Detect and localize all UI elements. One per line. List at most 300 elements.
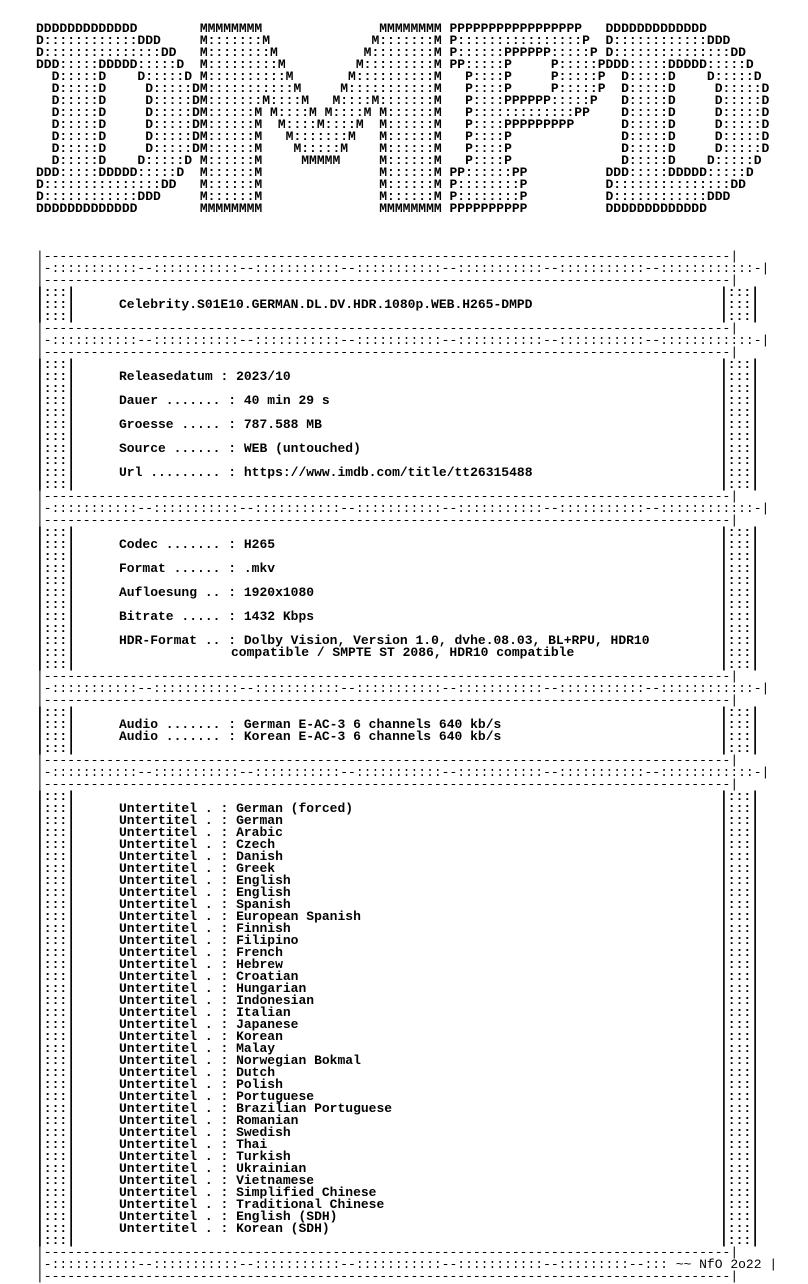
field-key: Audio ....... — [119, 729, 221, 744]
field-key: Codec ....... — [119, 537, 221, 552]
frame-edge: |:::| — [720, 357, 760, 372]
subtitle-label: Untertitel . — [119, 945, 213, 960]
field-separator: : — [220, 369, 229, 384]
video-content — [119, 527, 719, 659]
frame-edge: |:::| — [36, 309, 76, 324]
frame-edge: |:::| — [720, 537, 760, 552]
subtitle-language: English — [236, 873, 291, 888]
frame-edge: |:::| — [720, 945, 760, 960]
field-separator: : — [228, 465, 237, 480]
subtitle-label: Untertitel . — [119, 993, 213, 1008]
subtitle-separator: : — [220, 1185, 229, 1200]
subtitle-separator: : — [220, 1209, 229, 1224]
frame-edge: |:::| — [720, 837, 760, 852]
video-field-continued — [119, 647, 719, 659]
frame-edge: |:::| — [36, 477, 76, 492]
border-divider: |-:::::::::::--:::::::::::--:::::::::::--:::::::::::--:::::::::::--:::::::::::--::::::::::::-| — [36, 501, 770, 516]
frame-edge: |:::| — [36, 1005, 76, 1020]
subtitle-label: Untertitel . — [119, 957, 213, 972]
subtitle-language: Finnish — [236, 921, 291, 936]
field-key: Audio ....... — [119, 717, 221, 732]
subtitle-label: Untertitel . — [119, 909, 213, 924]
subtitle-language: Croatian — [236, 969, 299, 984]
frame-edge: |:::| — [720, 381, 760, 396]
frame-edge: |:::| — [720, 1221, 760, 1236]
frame-edge: |:::| — [36, 537, 76, 552]
footer-divider: |-:::::::::::--:::::::::::--:::::::::::--:::::::::::--:::::::::::--:::::::::--::: ~~ NfO 2o22 | — [36, 1257, 778, 1272]
frame-edge: |:::| — [720, 1209, 760, 1224]
frame-edge: |:::| — [720, 861, 760, 876]
field-separator: : — [228, 537, 237, 552]
field-separator: : — [228, 633, 237, 648]
field-key: Url ......... — [119, 465, 221, 480]
subtitle-language: Italian — [236, 1005, 291, 1020]
frame-edge: |:::| — [720, 453, 760, 468]
subtitle-language: Malay — [236, 1041, 276, 1056]
frame-edge: |:::| — [36, 849, 76, 864]
subtitle-label: Untertitel . — [119, 861, 213, 876]
video-field — [119, 611, 719, 623]
subtitle-language: Brazilian Portuguese — [236, 1101, 393, 1116]
frame-edge: |:::| — [720, 1005, 760, 1020]
field-key: Source ...... — [119, 441, 221, 456]
video-frame — [36, 527, 808, 671]
subtitle-label: Untertitel . — [119, 1113, 213, 1128]
subtitle-separator: : — [220, 945, 229, 960]
frame-edge: |:::| — [36, 453, 76, 468]
subtitle-language: German — [236, 813, 283, 828]
frame-edge: |:::| — [720, 309, 760, 324]
frame-edge: |:::| — [720, 1125, 760, 1140]
frame-edge: |:::| — [720, 285, 760, 300]
frame-right-edge — [720, 791, 759, 1247]
subtitle-list — [119, 803, 719, 1235]
frame-edge: |:::| — [36, 789, 76, 804]
field-value: German E-AC-3 6 channels 640 kb/s — [243, 717, 502, 732]
border-rule: |----------------------------------------------------------------------------------------| — [36, 1269, 739, 1284]
subtitle-label: Untertitel . — [119, 933, 213, 948]
frame-edge: |:::| — [36, 429, 76, 444]
border-divider: |-:::::::::::--:::::::::::--:::::::::::--:::::::::::--:::::::::::--:::::::::::--::::::::::::-| — [36, 681, 770, 696]
frame-edge: |:::| — [36, 357, 76, 372]
subtitle-label: Untertitel . — [119, 1077, 213, 1092]
subtitle-language: Ukrainian — [236, 1161, 307, 1176]
subtitle-language: Czech — [236, 837, 276, 852]
frame-edge: |:::| — [720, 1089, 760, 1104]
subtitle-label: Untertitel . — [119, 1053, 213, 1068]
subtitle-label: Untertitel . — [119, 1005, 213, 1020]
frame-edge: |:::| — [36, 729, 76, 744]
subtitle-language: English (SDH) — [236, 1209, 338, 1224]
frame-edge: |:::| — [36, 1185, 76, 1200]
subtitle-label: Untertitel . — [119, 837, 213, 852]
frame-edge: |:::| — [36, 909, 76, 924]
subtitle-language: Japanese — [236, 1017, 299, 1032]
subtitle-language: Danish — [236, 849, 283, 864]
general-frame — [36, 359, 808, 491]
subtitle-label: Untertitel . — [119, 1149, 213, 1164]
frame-edge: |:::| — [720, 849, 760, 864]
subtitle-language: Dutch — [236, 1065, 276, 1080]
frame-edge: |:::| — [36, 1077, 76, 1092]
subtitle-language: English — [236, 885, 291, 900]
logo-line: DDD:::::DDDDD:::::D M:::::::::M M:::::::::M PP:::::P P:::::PDDD:::::DDDDD:::::D — [36, 57, 754, 72]
frame-edge: |:::| — [720, 549, 760, 564]
frame-edge: |:::| — [36, 597, 76, 612]
frame-edge: |:::| — [720, 1065, 760, 1080]
frame-edge: |:::| — [720, 1185, 760, 1200]
subtitle-separator: : — [220, 1137, 229, 1152]
frame-edge: |:::| — [36, 1125, 76, 1140]
frame-edge: |:::| — [720, 969, 760, 984]
frame-edge: |:::| — [36, 441, 76, 456]
frame-edge: |:::| — [720, 633, 760, 648]
dmpd-ascii-logo — [36, 23, 808, 215]
frame-edge: |:::| — [36, 741, 76, 756]
subtitle-separator: : — [220, 921, 229, 936]
frame-edge: |:::| — [720, 369, 760, 384]
frame-edge: |:::| — [720, 393, 760, 408]
border-rule: |----------------------------------------------------------------------------------------| — [36, 321, 739, 336]
frame-edge: |:::| — [720, 801, 760, 816]
frame-edge: |:::| — [720, 525, 760, 540]
subtitle-separator: : — [220, 813, 229, 828]
subtitle-label: Untertitel . — [119, 1089, 213, 1104]
border-rule: |----------------------------------------------------------------------------------------| — [36, 345, 739, 360]
frame-edge: |:::| — [36, 633, 76, 648]
subtitle-separator: : — [220, 1029, 229, 1044]
frame-edge: |:::| — [36, 609, 76, 624]
frame-left-edge — [36, 359, 75, 491]
border-rule: |----------------------------------------------------------------------------------------| — [36, 249, 739, 264]
frame-edge: |:::| — [36, 525, 76, 540]
field-value: https://www.imdb.com/title/tt26315488 — [243, 465, 533, 480]
field-separator: : — [228, 561, 237, 576]
audio-field — [119, 731, 719, 743]
logo-line: D::::::::::::DDD M::::::M M::::::M P::::::::P D::::::::::::DDD — [36, 189, 731, 204]
release-frame — [36, 287, 808, 323]
border-rule: |----------------------------------------------------------------------------------------| — [36, 273, 739, 288]
subtitle-separator: : — [220, 981, 229, 996]
frame-edge: |:::| — [36, 873, 76, 888]
subtitle-language: Spanish — [236, 897, 291, 912]
subtitle-language: Polish — [236, 1077, 283, 1092]
subtitle-language: Turkish — [236, 1149, 291, 1164]
subtitle-label: Untertitel . — [119, 969, 213, 984]
subtitle-label: Untertitel . — [119, 813, 213, 828]
frame-edge: |:::| — [720, 657, 760, 672]
border-rule: |----------------------------------------------------------------------------------------| — [36, 489, 739, 504]
frame-edge: |:::| — [36, 1089, 76, 1104]
field-key: Format ...... — [119, 561, 221, 576]
border-divider: |-:::::::::::--:::::::::::--:::::::::::--:::::::::::--:::::::::::--:::::::::::--::::::::::::-| — [36, 765, 770, 780]
frame-edge: |:::| — [720, 1149, 760, 1164]
frame-edge: |:::| — [720, 813, 760, 828]
subtitle-language: Swedish — [236, 1125, 291, 1140]
frame-edge: |:::| — [36, 465, 76, 480]
subtitle-label: Untertitel . — [119, 1221, 213, 1236]
frame-edge: |:::| — [720, 621, 760, 636]
general-field — [119, 467, 719, 479]
frame-edge: |:::| — [720, 717, 760, 732]
logo-line: D:::::D D:::::DM::::::M M::::M::::M M::::::M P::::PPPPPPPPP D:::::D D:::::D — [36, 117, 770, 132]
frame-edge: |:::| — [36, 825, 76, 840]
nfo-document — [36, 23, 808, 1283]
field-separator: : — [228, 729, 237, 744]
subtitle-language: Korean — [236, 1029, 283, 1044]
release-name: Celebrity.S01E10.GERMAN.DL.DV.HDR.1080p.WEB.H265-DMPD — [119, 297, 533, 312]
subtitle-separator: : — [220, 969, 229, 984]
subtitle-separator: : — [220, 801, 229, 816]
subtitle-language: Vietnamese — [236, 1173, 315, 1188]
subtitle-item — [119, 1223, 719, 1235]
subtitle-label: Untertitel . — [119, 801, 213, 816]
frame-edge: |:::| — [36, 885, 76, 900]
logo-line: D:::::D D:::::DM::::::M M:::::M M::::::M P::::P D:::::D D:::::D — [36, 141, 770, 156]
general-section — [36, 323, 808, 491]
subtitle-separator: : — [220, 861, 229, 876]
frame-edge: |:::| — [36, 957, 76, 972]
subtitle-separator: : — [220, 1077, 229, 1092]
audio-frame — [36, 707, 808, 755]
frame-edge: |:::| — [36, 717, 76, 732]
frame-edge: |:::| — [36, 645, 76, 660]
border-rule: |----------------------------------------------------------------------------------------| — [36, 777, 739, 792]
general-field — [119, 395, 719, 407]
subtitle-label: Untertitel . — [119, 921, 213, 936]
border-rule: |----------------------------------------------------------------------------------------| — [36, 669, 739, 684]
subtitle-language: Greek — [236, 861, 276, 876]
field-value: .mkv — [243, 561, 276, 576]
field-value: Dolby Vision, Version 1.0, dvhe.08.03, BL+RPU, HDR10 — [243, 633, 650, 648]
subtitle-separator: : — [220, 1113, 229, 1128]
subtitle-language: German (forced) — [236, 801, 354, 816]
subtitle-separator: : — [220, 873, 229, 888]
subtitle-separator: : — [220, 933, 229, 948]
frame-edge: |:::| — [36, 981, 76, 996]
video-field — [119, 563, 719, 575]
general-field — [119, 443, 719, 455]
frame-edge: |:::| — [36, 1065, 76, 1080]
subtitle-separator: : — [220, 1161, 229, 1176]
subtitle-label: Untertitel . — [119, 1101, 213, 1116]
logo-line: D:::::D D:::::DM::::::M M::::M M::::M M::::::M P:::::::::::::PP D:::::D D:::::D — [36, 105, 770, 120]
video-field — [119, 587, 719, 599]
field-key: Bitrate ..... — [119, 609, 221, 624]
general-fields — [119, 371, 719, 479]
frame-edge: |:::| — [36, 1137, 76, 1152]
subtitle-label: Untertitel . — [119, 1029, 213, 1044]
frame-edge: |:::| — [720, 429, 760, 444]
audio-content — [119, 707, 719, 743]
subtitle-label: Untertitel . — [119, 1209, 213, 1224]
frame-edge: |:::| — [36, 585, 76, 600]
subtitle-separator: : — [220, 993, 229, 1008]
audio-fields — [119, 719, 719, 743]
frame-left-edge — [36, 707, 75, 755]
frame-left-edge — [36, 791, 75, 1247]
logo-line: D:::::D D:::::D M::::::M MMMMM M::::::M P::::P D:::::D D:::::D — [36, 153, 762, 168]
frame-edge: |:::| — [720, 597, 760, 612]
frame-edge: |:::| — [720, 981, 760, 996]
subtitle-separator: : — [220, 885, 229, 900]
frame-edge: |:::| — [36, 381, 76, 396]
field-separator: : — [228, 393, 237, 408]
frame-edge: |:::| — [36, 1029, 76, 1044]
logo-line: D:::::D D:::::D M::::::::::M M::::::::::M P::::P P:::::P D:::::D D:::::D — [36, 69, 762, 84]
subtitle-label: Untertitel . — [119, 1197, 213, 1212]
frame-edge: |:::| — [720, 609, 760, 624]
frame-edge: |:::| — [36, 813, 76, 828]
subtitle-separator: : — [220, 1089, 229, 1104]
frame-edge: |:::| — [36, 297, 76, 312]
frame-edge: |:::| — [36, 1233, 76, 1248]
border-rule: |----------------------------------------------------------------------------------------| — [36, 1245, 739, 1260]
subtitle-language: Portuguese — [236, 1089, 315, 1104]
frame-edge: |:::| — [36, 933, 76, 948]
subtitle-separator: : — [220, 957, 229, 972]
subtitle-separator: : — [220, 837, 229, 852]
frame-edge: |:::| — [36, 285, 76, 300]
field-separator: : — [228, 585, 237, 600]
frame-edge: |:::| — [36, 1053, 76, 1068]
logo-line: DDDDDDDDDDDDD MMMMMMMM MMMMMMMM PPPPPPPPPPPPPPPPP DDDDDDDDDDDDD — [36, 21, 707, 36]
subtitle-language: European Spanish — [236, 909, 361, 924]
frame-edge: |:::| — [720, 465, 760, 480]
frame-edge: |:::| — [36, 921, 76, 936]
subtitle-label: Untertitel . — [119, 1065, 213, 1080]
field-key: HDR-Format .. — [119, 633, 221, 648]
frame-left-edge — [36, 287, 75, 323]
subtitle-language: Thai — [236, 1137, 268, 1152]
frame-edge: |:::| — [720, 441, 760, 456]
field-value: 1432 Kbps — [243, 609, 315, 624]
subtitle-separator: : — [220, 1005, 229, 1020]
video-fields — [119, 539, 719, 659]
subtitles-section — [36, 755, 808, 1247]
subtitle-language: Korean (SDH) — [236, 1221, 330, 1236]
frame-edge: |:::| — [720, 585, 760, 600]
video-section — [36, 491, 808, 671]
frame-edge: |:::| — [720, 573, 760, 588]
frame-edge: |:::| — [720, 1077, 760, 1092]
frame-edge: |:::| — [36, 945, 76, 960]
frame-right-edge — [720, 359, 759, 491]
logo-line: D:::::D D:::::DM:::::::::::M M:::::::::::M P::::P P:::::P D:::::D D:::::D — [36, 81, 770, 96]
frame-edge: |:::| — [720, 897, 760, 912]
frame-edge: |:::| — [36, 1161, 76, 1176]
subtitle-separator: : — [220, 1173, 229, 1188]
frame-edge: |:::| — [36, 993, 76, 1008]
subtitle-separator: : — [220, 1197, 229, 1212]
frame-edge: |:::| — [36, 1017, 76, 1032]
frame-edge: |:::| — [36, 393, 76, 408]
frame-edge: |:::| — [720, 1029, 760, 1044]
subtitle-separator: : — [220, 1017, 229, 1032]
subtitle-separator: : — [220, 1125, 229, 1140]
frame-edge: |:::| — [720, 1137, 760, 1152]
frame-edge: |:::| — [36, 1041, 76, 1056]
frame-edge: |:::| — [36, 657, 76, 672]
frame-edge: |:::| — [720, 1173, 760, 1188]
subtitle-language: Romanian — [236, 1113, 299, 1128]
frame-edge: |:::| — [720, 789, 760, 804]
logo-line: D::::::::::::DDD M:::::::M M:::::::M P::::::::::::::::P D::::::::::::DDD — [36, 33, 731, 48]
field-separator: : — [228, 417, 237, 432]
frame-right-edge — [720, 287, 759, 323]
field-value: 787.588 MB — [243, 417, 322, 432]
frame-edge: |:::| — [36, 573, 76, 588]
field-separator: : — [228, 441, 237, 456]
frame-right-edge — [720, 707, 759, 755]
subtitle-label: Untertitel . — [119, 1137, 213, 1152]
subtitle-language: Norwegian Bokmal — [236, 1053, 361, 1068]
frame-edge: |:::| — [720, 885, 760, 900]
frame-edge: |:::| — [720, 873, 760, 888]
field-value: 40 min 29 s — [243, 393, 330, 408]
border-divider: |-:::::::::::--:::::::::::--:::::::::::--:::::::::::--:::::::::::--:::::::::::--::::::::::::-| — [36, 261, 770, 276]
frame-edge: |:::| — [36, 417, 76, 432]
subtitle-separator: : — [220, 1041, 229, 1056]
field-value: H265 — [243, 537, 276, 552]
subtitle-label: Untertitel . — [119, 981, 213, 996]
frame-edge: |:::| — [720, 1233, 760, 1248]
frame-edge: |:::| — [720, 417, 760, 432]
frame-edge: |:::| — [36, 837, 76, 852]
subtitle-label: Untertitel . — [119, 1173, 213, 1188]
audio-section — [36, 671, 808, 755]
frame-edge: |:::| — [720, 405, 760, 420]
frame-edge: |:::| — [720, 825, 760, 840]
subtitle-language: Hebrew — [236, 957, 283, 972]
field-separator: : — [228, 717, 237, 732]
frame-edge: |:::| — [36, 705, 76, 720]
frame-edge: |:::| — [36, 897, 76, 912]
frame-edge: |:::| — [720, 729, 760, 744]
subtitle-separator: : — [220, 897, 229, 912]
subtitle-separator: : — [220, 1101, 229, 1116]
frame-edge: |:::| — [36, 561, 76, 576]
frame-edge: |:::| — [36, 1197, 76, 1212]
field-key: Releasedatum — [119, 369, 213, 384]
frame-edge: |:::| — [36, 621, 76, 636]
subtitle-separator: : — [220, 1149, 229, 1164]
frame-edge: |:::| — [720, 1041, 760, 1056]
subtitle-label: Untertitel . — [119, 1041, 213, 1056]
subtitle-separator: : — [220, 849, 229, 864]
frame-right-edge — [720, 527, 759, 671]
border-rule: |----------------------------------------------------------------------------------------| — [36, 693, 739, 708]
frame-edge: |:::| — [720, 705, 760, 720]
frame-edge: |:::| — [36, 1173, 76, 1188]
subtitle-label: Untertitel . — [119, 825, 213, 840]
frame-edge: |:::| — [720, 561, 760, 576]
border-divider: |-:::::::::::--:::::::::::--:::::::::::--:::::::::::--:::::::::::--:::::::::::--::::::::::::-| — [36, 333, 770, 348]
subtitle-label: Untertitel . — [119, 885, 213, 900]
subtitle-language: Hungarian — [236, 981, 307, 996]
field-value: WEB (untouched) — [243, 441, 361, 456]
frame-edge: |:::| — [36, 1113, 76, 1128]
logo-line: DDDDDDDDDDDDD MMMMMMMM MMMMMMMM PPPPPPPPPP DDDDDDDDDDDDD — [36, 201, 707, 216]
subtitle-language: Arabic — [236, 825, 283, 840]
frame-edge: |:::| — [36, 1149, 76, 1164]
video-field — [119, 539, 719, 551]
subtitles-content — [119, 791, 719, 1235]
release-section — [36, 251, 808, 323]
subtitle-language: Traditional Chinese — [236, 1197, 385, 1212]
subtitle-language: Simplified Chinese — [236, 1185, 377, 1200]
frame-edge: |:::| — [36, 861, 76, 876]
